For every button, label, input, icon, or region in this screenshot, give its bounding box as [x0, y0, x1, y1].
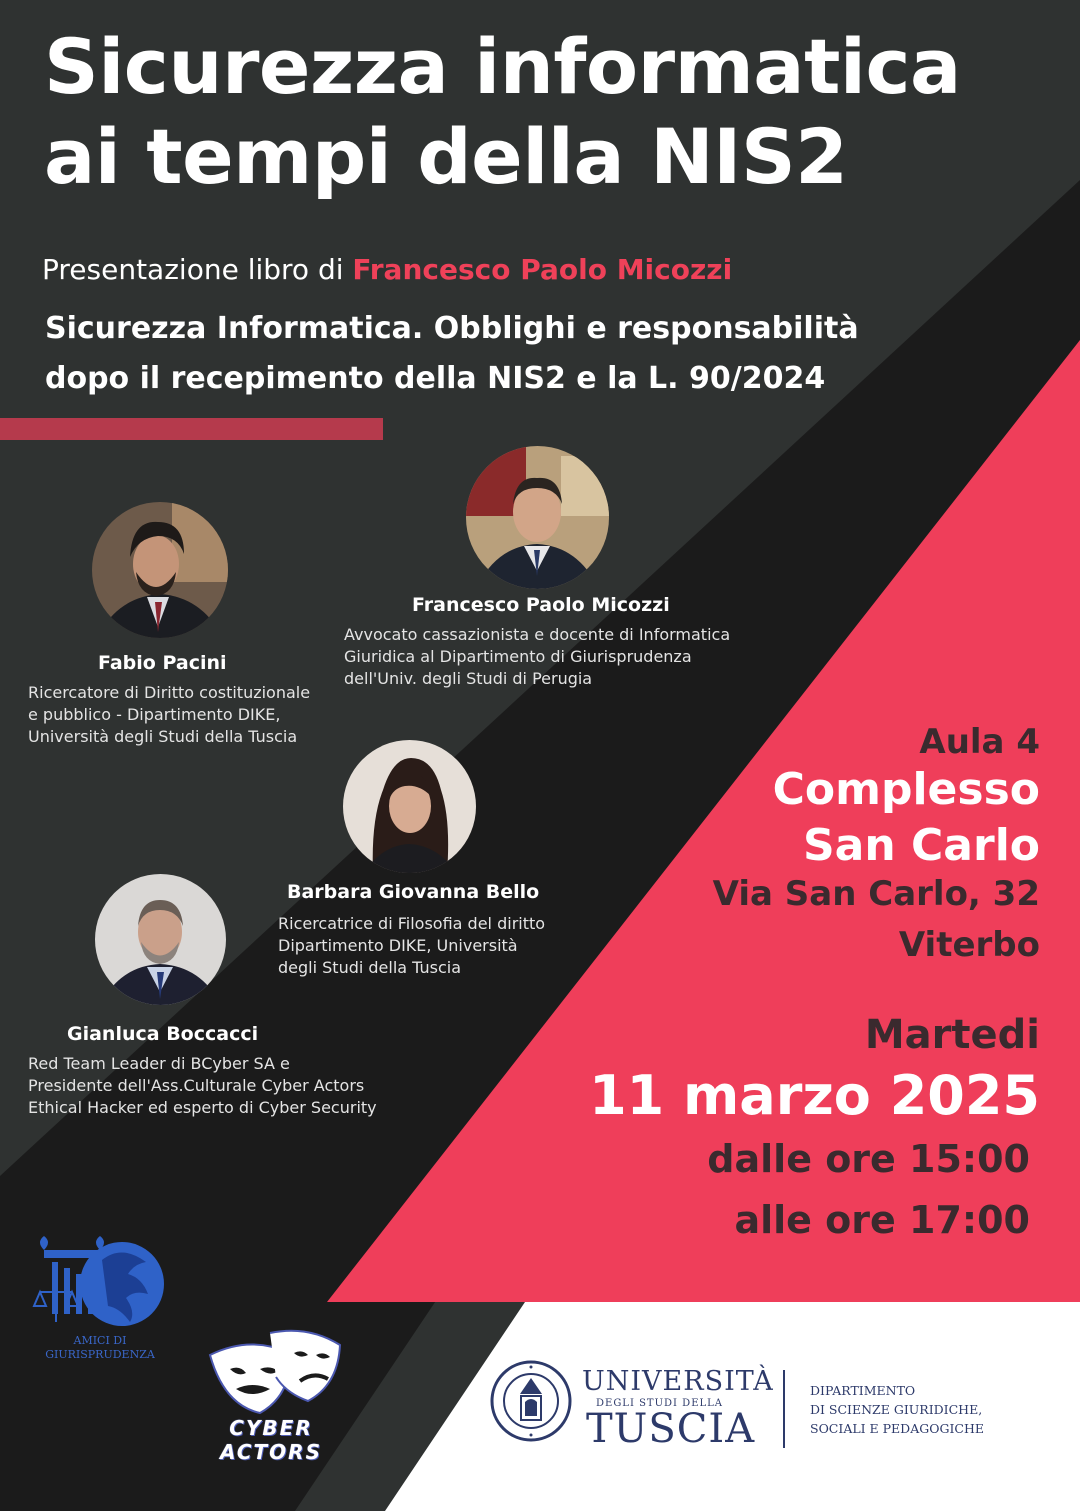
speaker-desc-line: Giuridica al Dipartimento di Giurisprudenza: [344, 647, 692, 666]
subtitle-prefix: Presentazione libro di: [42, 253, 353, 286]
amici-line1: AMICI DI: [73, 1334, 127, 1347]
university-name-line3: TUSCIA: [586, 1406, 756, 1452]
venue-complex-line1: Complesso: [772, 764, 1040, 815]
cyber-line1: CYBER: [229, 1416, 313, 1440]
department-line3: SOCIALI E PEDAGOGICHE: [810, 1421, 984, 1436]
speaker-name-micozzi: Francesco Paolo Micozzi: [412, 594, 670, 616]
cyber-actors-text: [196, 1416, 346, 1464]
event-title: [44, 22, 961, 202]
event-time-to: alle ore 17:00: [734, 1198, 1030, 1242]
speaker-name-boccacci: Gianluca Boccacci: [67, 1023, 259, 1045]
department-name: [810, 1381, 984, 1438]
speaker-desc-line: Università degli Studi della Tuscia: [28, 727, 298, 746]
book-title-line1: Sicurezza Informatica. Obblighi e responsabilità: [45, 311, 859, 346]
university-seal-logo: [490, 1360, 572, 1442]
speaker-desc-line: Ethical Hacker ed esperto di Cyber Security: [28, 1098, 377, 1117]
speaker-name-bello: Barbara Giovanna Bello: [287, 881, 540, 903]
speaker-photo-micozzi: [466, 446, 609, 589]
department-line2: DI SCIENZE GIURIDICHE,: [810, 1402, 983, 1417]
venue-street: Via San Carlo, 32: [712, 874, 1040, 914]
speaker-desc-line: Red Team Leader di BCyber SA e: [28, 1054, 290, 1073]
speaker-photo-bello: [343, 740, 476, 873]
speaker-desc-line: dell'Univ. degli Studi di Perugia: [344, 669, 593, 688]
university-name-line2: DEGLI STUDI DELLA: [596, 1398, 723, 1409]
speaker-desc-line: Ricercatore di Diritto costituzionale: [28, 683, 311, 702]
speaker-name-pacini: Fabio Pacini: [98, 652, 227, 674]
university-divider: [783, 1370, 785, 1448]
book-title-line2: dopo il recepimento della NIS2 e la L. 90/2024: [45, 361, 826, 396]
speaker-desc-line: e pubblico - Dipartimento DIKE,: [28, 705, 281, 724]
speaker-desc-bello: [278, 913, 545, 979]
speaker-photo-boccacci: [95, 874, 226, 1005]
amici-line2: GIURISPRUDENZA: [45, 1348, 155, 1361]
book-presentation-line: [42, 253, 732, 286]
speaker-desc-line: Ricercatrice di Filosofia del diritto: [278, 914, 546, 933]
event-time-from: dalle ore 15:00: [707, 1137, 1030, 1181]
event-date: 11 marzo 2025: [589, 1064, 1040, 1127]
speaker-desc-line: degli Studi della Tuscia: [278, 958, 462, 977]
book-title: [45, 304, 859, 404]
speaker-photo-pacini: [92, 502, 228, 638]
venue-room: Aula 4: [919, 722, 1040, 762]
university-name-line1: UNIVERSITÀ: [582, 1366, 774, 1397]
event-title-line2: ai tempi della NIS2: [44, 112, 848, 201]
speaker-desc-line: Presidente dell'Ass.Culturale Cyber Actors: [28, 1076, 365, 1095]
event-title-line1: Sicurezza informatica: [44, 22, 961, 111]
speaker-desc-boccacci: [28, 1053, 377, 1119]
speaker-desc-pacini: [28, 682, 310, 748]
cyber-line2: ACTORS: [220, 1440, 322, 1464]
department-line1: DIPARTIMENTO: [810, 1383, 916, 1398]
speaker-desc-line: Dipartimento DIKE, Università: [278, 936, 518, 955]
author-name: Francesco Paolo Micozzi: [352, 253, 733, 286]
speaker-desc-micozzi: [344, 624, 730, 690]
venue-city: Viterbo: [898, 925, 1040, 965]
speaker-desc-line: Avvocato cassazionista e docente di Informatica: [344, 625, 731, 644]
amici-giurisprudenza-text: [20, 1334, 180, 1362]
venue-complex-line2: San Carlo: [802, 820, 1040, 871]
accent-divider-bar: [0, 418, 383, 440]
event-weekday: Martedi: [864, 1012, 1040, 1058]
